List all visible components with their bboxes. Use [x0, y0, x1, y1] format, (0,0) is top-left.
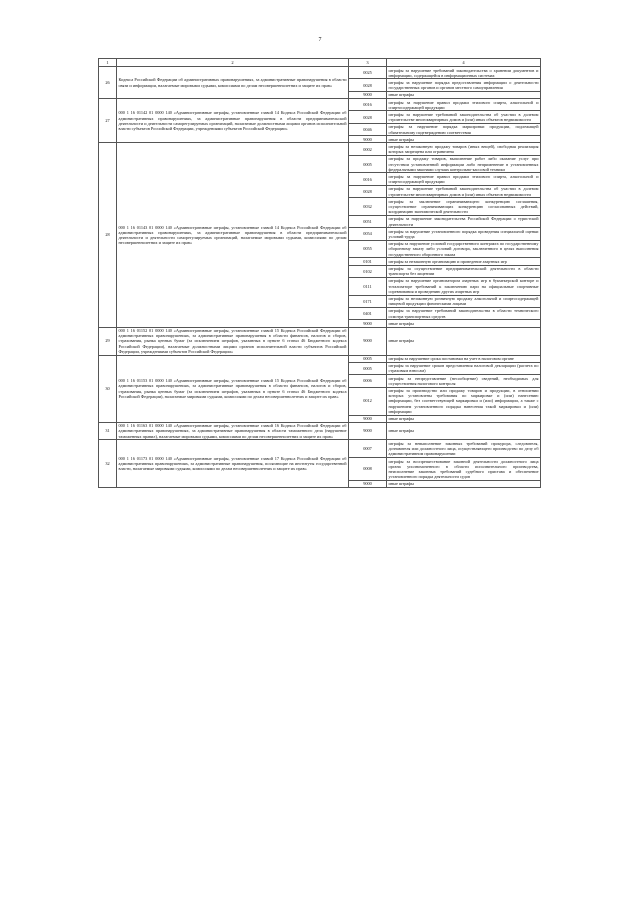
item-text: штрафы за незаконную розничную продажу алкогольной и спиртосодержащей пищевой продукции физическими лицами: [388, 296, 539, 307]
item-code: 0111: [349, 277, 387, 295]
row-number: 31: [99, 422, 117, 440]
item-text: иные штрафы: [387, 91, 541, 98]
item-text: штрафы за нарушение требований законодательства о хранении документов и информации, содержащейся в информационных системах: [388, 67, 539, 78]
item-text: иные штрафы: [387, 480, 541, 487]
item-code: 0028: [349, 79, 387, 91]
item-text: штрафы за осуществление предпринимательской деятельности в области транспорта без лицензии: [388, 266, 539, 277]
item-code: 0401: [349, 307, 387, 319]
budget-codes-table: [98, 58, 541, 488]
row-description: 000 1 16 01143 01 0000 140 «Административные штрафы, установленные главой 14 Кодекса Российской Федерации об административных правонарушениях, за административные правонарушения в области предпринимательской деятельности и деятельности саморегулируемых организаций, налагаемые мировыми судьями, комиссиями по делам несовершеннолетних и защите их прав»: [117, 143, 349, 327]
table-row: [99, 355, 541, 362]
item-code: 9000: [349, 480, 387, 487]
item-text: штрафы за нарушение требований законодательства в области технического осмотра транспортных средств: [388, 308, 539, 319]
item-code: 0008: [349, 458, 387, 481]
item-text: иные штрафы: [387, 415, 541, 422]
header-row: [99, 59, 541, 67]
row-description: 000 1 16 01152 01 0000 140 «Административные штрафы, установленные главой 15 Кодекса Российской Федерации об административных правонарушениях, за административные правонарушения в области финансов, налогов и сборов, страхования, рынка ценных бумаг (за исключением штрафов, указанных в пункте 6 статьи 46 Бюджетного кодекса Российской Федерации), налагаемые должностными лицами органов исполнительной власти субъектов Российской Федерации, учреждениями субъектов Российской Федерации»: [118, 328, 347, 354]
row-number: 32: [99, 440, 117, 488]
item-code: 0025: [349, 67, 387, 79]
item-text: штрафы за воспрепятствование законной деятельности должностного лица органа уполномоченного в области исполнительного производства, неисполнение законных требований судебного пристава и обеспечение установленного порядка деятельности судов: [388, 458, 539, 480]
row-description: 000 1 16 01153 01 0000 140 «Административные штрафы, установленные главой 15 Кодекса Российской Федерации об административных правонарушениях, за административные правонарушения в области финансов, налогов и сборов, страхования, рынка ценных бумаг (за исключением штрафов, указанных в пункте 6 статьи 46 Бюджетного кодекса Российской Федерации), налагаемые мировыми судьями, комиссиями по делам несовершеннолетних и защите их прав»: [117, 355, 349, 422]
item-text: штрафы за заключение ограничивающего конкуренцию соглашения, осуществление ограничивающих конкуренцию согласованных действий, координацию экономической деятельности: [388, 198, 539, 215]
item-code: 0002: [349, 143, 387, 155]
item-code: 0102: [349, 265, 387, 277]
item-code: 0055: [349, 240, 387, 258]
item-text: штрафы за продажу товаров, выполнение работ либо оказание услуг при отсутствии установленной информации либо неприменение в установленных федеральными законами случаях контрольно-кассовой техники: [388, 156, 539, 172]
item-code: 0171: [349, 295, 387, 307]
item-text: иные штрафы: [387, 422, 541, 440]
item-code: 0028: [349, 111, 387, 123]
row-description: 000 1 16 01173 01 0000 140 «Административные штрафы, установленные главой 17 Кодекса Российской Федерации об административных правонарушениях, за административные правонарушения, посягающие на институты государственной власти, налагаемые мировыми судьями, комиссиями по делам несовершеннолетних и защите их прав»: [117, 440, 349, 488]
item-text: штрафы за невыполнение законных требований прокурора, следователя, дознавателя или должностного лица, осуществляющего производство по делу об административном правонарушении: [388, 440, 539, 457]
item-text: иные штрафы: [387, 327, 541, 355]
header-cell-4: 4: [387, 59, 541, 67]
item-text: штрафы за нарушение установленного порядка проведения специальной оценки условий труда: [388, 228, 539, 239]
item-code: 0101: [349, 258, 387, 265]
item-text: штрафы за незаконную организацию и проведение азартных игр: [387, 258, 541, 265]
item-text: штрафы за нарушение правил продажи этилового спирта, алкогольной и спиртосодержащей продукции: [388, 173, 539, 185]
item-text: штрафы за нарушение условий государственного контракта по государственному оборонному заказу либо условий договора, заключенного в целях выполнения государственного оборонного заказа: [388, 241, 539, 257]
item-code: 9000: [349, 327, 387, 355]
table-row: [99, 143, 541, 155]
item-text: штрафы за производство или продажу товаров и продукции, в отношении которых установлены требования по маркировке и (или) нанесению информации, без соответствующей маркировки и (или) информации, а также с нарушением установленного порядка нанесения такой маркировки и (или) информации: [388, 388, 539, 414]
item-text: штрафы за нарушение требований законодательства об участии в долевом строительстве многоквартирных домов и (или) иных объектов недвижимости: [388, 111, 539, 123]
header-cell-3: 3: [349, 59, 387, 67]
table-row: [99, 99, 541, 111]
table-body: [99, 59, 541, 488]
item-text: штрафы за нарушение требований законодательства об участии в долевом строительстве многоквартирных домов и (или) иных объектов недвижимости: [388, 186, 539, 197]
item-text: иные штрафы: [387, 136, 541, 143]
item-code: 0006: [349, 375, 387, 387]
row-number: 29: [99, 327, 117, 355]
item-text: штрафы за нарушение порядка маркировки продукции, подлежащей обязательному подтверждению соответствия: [388, 124, 539, 135]
table-row: [99, 67, 541, 79]
item-text: штрафы за нарушение организатором азартных игр в букмекерской конторе и тотализаторе требований к заключению пари на официальные спортивные соревнования и проведению других азартных игр: [388, 278, 539, 294]
item-text: штрафы за нарушение законодательства Российской Федерации о туристской деятельности: [388, 216, 539, 227]
item-code: 9000: [349, 422, 387, 440]
row-number: 28: [99, 143, 117, 327]
row-number: 26: [99, 67, 117, 99]
item-text: штрафы за незаконную продажу товаров (иных вещей), свободная реализация которых запрещена или ограничена: [388, 143, 539, 155]
item-code: 9000: [349, 91, 387, 98]
row-number: 30: [99, 355, 117, 422]
item-text: штрафы за нарушение сроков представления налоговой декларации (расчета по страховым взносам): [388, 363, 539, 374]
header-cell-2: 2: [117, 59, 349, 67]
item-code: 0028: [349, 185, 387, 197]
table-row: [99, 440, 541, 458]
row-number: 27: [99, 99, 117, 143]
item-code: 0016: [349, 173, 387, 185]
item-text: штрафы за нарушение правил продажи этилового спирта, алкогольной и спиртосодержащей продукции: [388, 99, 539, 110]
header-cell-1: 1: [99, 59, 117, 67]
row-description: 000 1 16 01163 01 0000 140 «Административные штрафы, установленные главой 16 Кодекса Российской Федерации об административных правонарушениях, за административные правонарушения в области таможенного дела (нарушение таможенных правил), налагаемые мировыми судьями, комиссиями по делам несовершеннолетних и защите их прав»: [118, 423, 347, 439]
item-code: 0012: [349, 387, 387, 415]
item-text: иные штрафы: [387, 320, 541, 327]
item-code: 9000: [349, 415, 387, 422]
item-text: штрафы за нарушение порядка предоставления информации о деятельности государственных органов и органов местного самоуправления: [388, 79, 539, 91]
item-code: 0005: [349, 155, 387, 173]
item-code: 0054: [349, 228, 387, 240]
item-code: 9000: [349, 320, 387, 327]
item-code: 0005: [349, 355, 387, 362]
row-description: 000 1 16 01142 01 0000 140 «Административные штрафы, установленные главой 14 Кодекса Российской Федерации об административных правонарушениях, за административные правонарушения в области предпринимательской деятельности и деятельности саморегулируемых организаций, налагаемые должностными лицами органов исполнительной власти субъектов Российской Федерации, учреждениями субъектов Российской Федерации»: [117, 99, 349, 143]
item-code: 0007: [349, 440, 387, 458]
item-code: 9000: [349, 136, 387, 143]
item-text: штрафы за нарушение срока постановки на учет в налоговом органе: [387, 355, 541, 362]
page-number: 7: [318, 37, 322, 43]
item-text: штрафы за непредставление (несообщение) сведений, необходимых для осуществления налогового контроля: [388, 375, 539, 386]
item-code: 0046: [349, 123, 387, 135]
item-code: 0032: [349, 198, 387, 216]
item-code: 0016: [349, 99, 387, 111]
table-row: [99, 422, 541, 440]
row-description: Кодекса Российской Федерации об административных правонарушениях, за административные правонарушения в области связи и информации, налагаемые мировыми судьями, комиссиями по делам несовершеннолетних и защите их прав»: [117, 67, 349, 99]
table-row: [99, 327, 541, 355]
item-code: 0005: [349, 362, 387, 374]
item-code: 0051: [349, 215, 387, 227]
